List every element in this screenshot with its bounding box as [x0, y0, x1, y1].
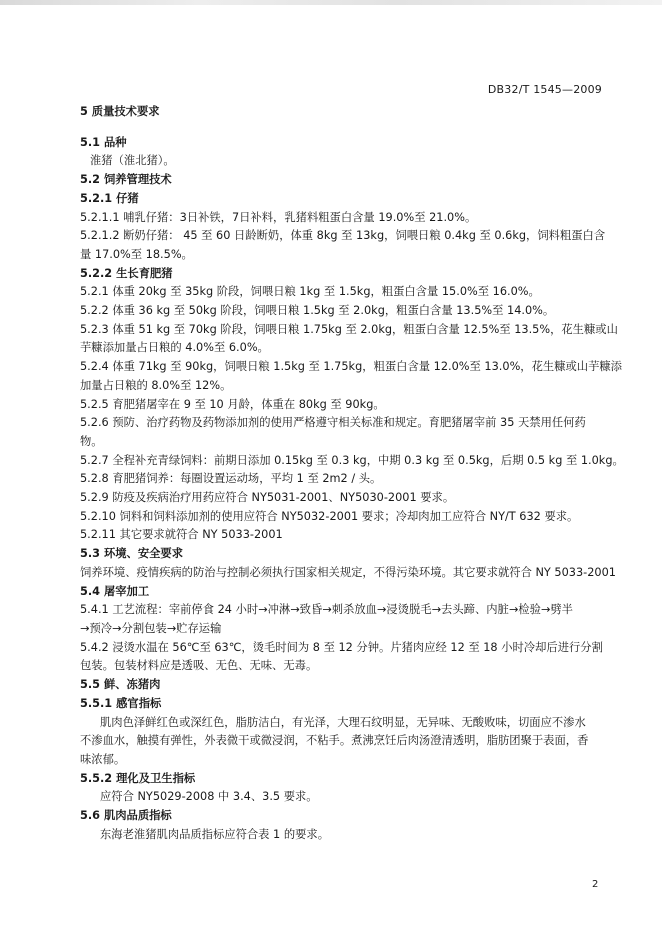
text-line: 不渗血水，触摸有弹性，外表微干或微浸润，不粘手。煮沸烹饪后肉汤澄清透明，脂肪团聚于表面，香	[80, 734, 589, 748]
standard-number: DB32/T 1545—2009	[487, 83, 602, 96]
text-line: 5.2.4 体重 71kg 至 90kg，饲喂日粮 1.5kg 至 1.75kg，粗蛋白含量 12.0%至 13.0%，花生糠或山芋糠添	[80, 360, 622, 374]
text-line: 5.2.11 其它要求就符合 NY 5033-2001	[80, 528, 283, 542]
section-heading: 5.2 饲养管理技术	[80, 173, 172, 187]
text-line: 5.2.1 体重 20kg 至 35kg 阶段，饲喂日粮 1kg 至 1.5kg，粗蛋白含量 15.0%至 16.0%。	[80, 285, 540, 299]
text-line: 5.2.2 体重 36 kg 至 50kg 阶段，饲喂日粮 1.5kg 至 2.0kg，粗蛋白含量 13.5%至 14.0%。	[80, 304, 555, 318]
scan-top-edge	[0, 0, 662, 5]
section-heading: 5.5.1 感官指标	[80, 696, 162, 710]
text-line: 5.2.10 饲料和饲料添加剂的使用应符合 NY5032-2001 要求；冷却肉加工应符合 NY/T 632 要求。	[80, 509, 579, 523]
text-line: 5.4.1 工艺流程：宰前停食 24 小时→冲淋→致昏→刺杀放血→浸烫脱毛→去头蹄、内脏→检验→劈半	[80, 603, 573, 617]
text-line: 5.2.9 防疫及疾病治疗用药应符合 NY5031-2001、NY5030-2001 要求。	[80, 491, 455, 505]
section-heading: 5.5.2 理化及卫生指标	[80, 771, 196, 785]
text-line: 加量占日粮的 8.0%至 12%。	[80, 378, 232, 392]
section-heading: 5.2.2 生长育肥猪	[80, 266, 173, 280]
document-body	[80, 103, 624, 844]
text-line: 肌肉色泽鲜红色或深红色，脂肪洁白，有光泽，大理石纹明显，无异味、无酸败味，切面应不渗水	[100, 715, 586, 729]
text-line: 量 17.0%至 18.5%。	[80, 247, 193, 261]
text-line: 5.2.7 全程补充青绿饲料：前期日添加 0.15kg 至 0.3 kg，中期 0.3 kg 至 0.5kg，后期 0.5 kg 至 1.0kg。	[80, 453, 624, 467]
text-line: 5.2.1.1 哺乳仔猪：3日补铁，7日补料，乳猪料粗蛋白含量 19.0%至 21.0%。	[80, 210, 477, 224]
text-line: 物。	[80, 434, 103, 448]
text-line: 淮猪（淮北猪）。	[90, 154, 175, 168]
page-number: 2	[592, 879, 599, 890]
text-line: 味浓郁。	[80, 752, 126, 766]
section-heading: 5.2.1 仔猪	[80, 191, 139, 205]
text-line: 芋糠添加量占日粮的 4.0%至 6.0%。	[80, 341, 269, 355]
section-heading: 5.5 鲜、冻猪肉	[80, 678, 161, 692]
text-line: →预冷→分割包装→贮存运输	[80, 621, 222, 635]
section-heading: 5.6 肌肉品质指标	[80, 809, 172, 823]
section-heading: 5.3 环境、安全要求	[80, 547, 184, 561]
text-line: 5.2.8 育肥猪饲养：每圈设置运动场，平均 1 至 2m2 / 头。	[80, 472, 382, 486]
section-heading: 5 质量技术要求	[80, 105, 160, 118]
text-line: 5.2.6 预防、治疗药物及药物添加剂的使用严格遵守相关标准和规定。育肥猪屠宰前 35 天禁用任何药	[80, 416, 586, 430]
text-line: 5.2.1.2 断奶仔猪： 45 至 60 日龄断奶，体重 8kg 至 13kg，饲喂日粮 0.4kg 至 0.6kg，饲料粗蛋白含	[80, 229, 606, 243]
text-line: 5.2.5 育肥猪屠宰在 9 至 10 月龄，体重在 80kg 至 90kg。	[80, 397, 385, 411]
section-heading: 5.4 屠宰加工	[80, 584, 150, 598]
text-line: 5.2.3 体重 51 kg 至 70kg 阶段，饲喂日粮 1.75kg 至 2.0kg，粗蛋白含量 12.5%至 13.5%，花生糠或山	[80, 322, 618, 336]
text-line: 5.4.2 浸烫水温在 56℃至 63℃，烫毛时间为 8 至 12 分钟。片猪肉应经 12 至 18 小时冷却后进行分割	[80, 640, 603, 654]
text-line: 包装。包装材料应是透吸、无色、无味、无毒。	[80, 659, 318, 673]
section-heading: 5.1 品种	[80, 135, 127, 149]
text-line: 应符合 NY5029-2008 中 3.4、3.5 要求。	[100, 790, 318, 804]
text-line: 饲养环境、疫情疾病的防治与控制必须执行国家相关规定，不得污染环境。其它要求就符合 NY 5033-2001	[80, 565, 616, 579]
text-line: 东海老淮猪肌肉品质指标应符合表 1 的要求。	[100, 827, 330, 841]
